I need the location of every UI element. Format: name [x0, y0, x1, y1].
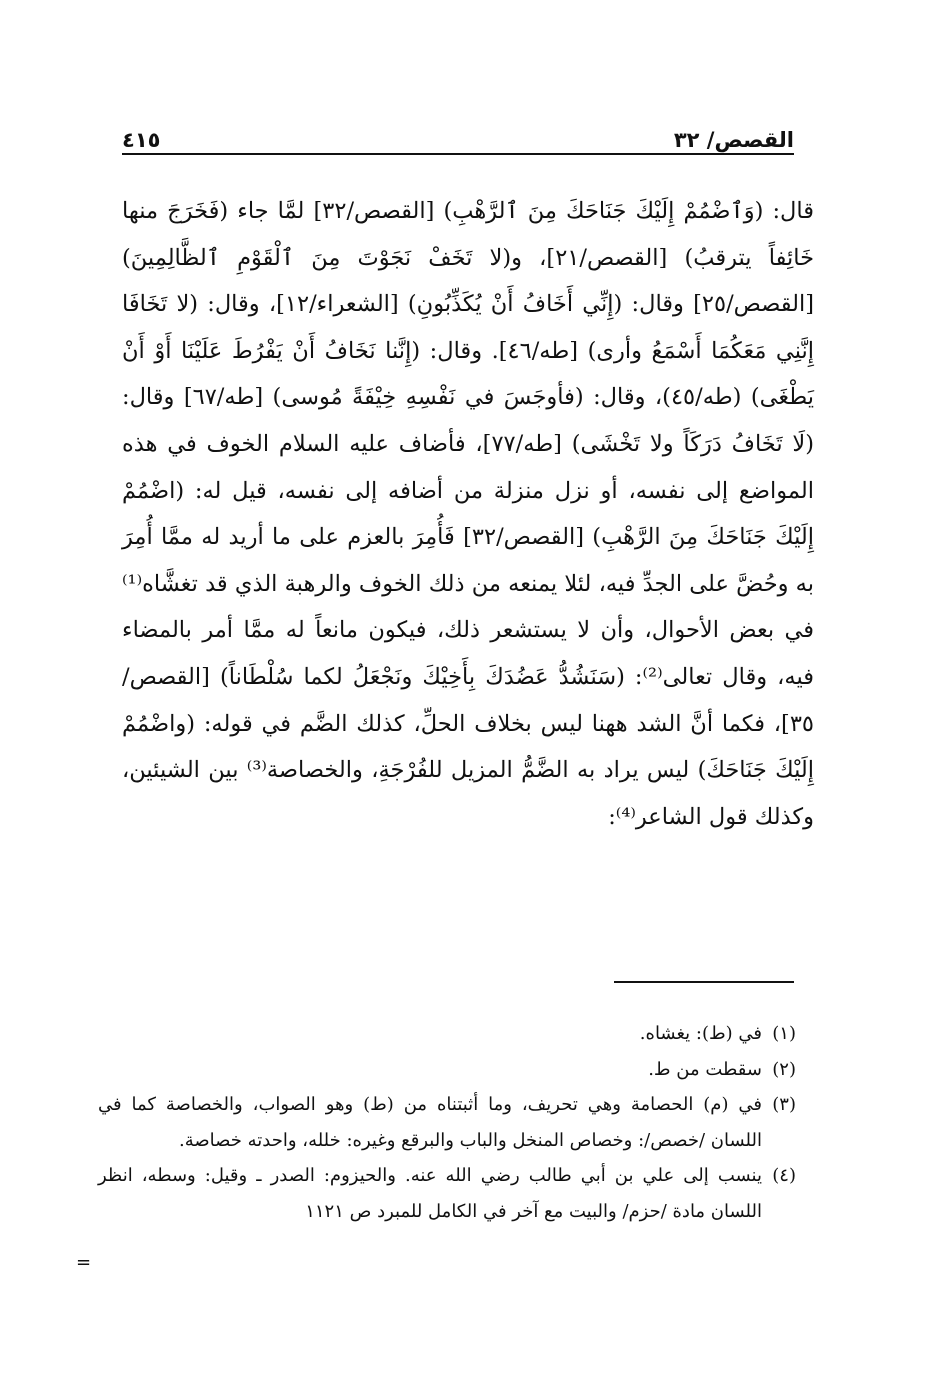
footnote-2: [98, 1052, 796, 1088]
footnote-number: (٢): [772, 1058, 796, 1080]
footnote-text: في (م) الحصامة وهي تحريف، وما أثبتناه من (ط) وهو الصواب، والخصاصة كما في اللسان /خصص/: وخصاص المنخل والباب والبرقع وغيره: خلله، واحدته خصاصة.: [98, 1094, 762, 1151]
footnote-text: سقطت من ط.: [648, 1058, 762, 1080]
continuation-mark: =: [76, 1252, 92, 1273]
footnote-text: في (ط): يغشاه.: [639, 1023, 762, 1044]
footnote-number: (١): [772, 1023, 796, 1044]
section-reference: القصص/ ٣٢: [673, 128, 794, 152]
page-number: ٤١٥: [122, 128, 161, 152]
main-text: [122, 188, 814, 840]
body-paragraph: قال: (وَٱضْمُمْ إِلَيْكَ جَنَاحَكَ مِنَ ٱلرَّهْبِ) [القصص/٣٢] لمَّا جاء (فَخَرَجَ منها خَائِفاً يترقبُ) [القصص/٢١]، و(لا تَخَفْ نَجَوْتَ مِنَ ٱلْقَوْمِ ٱلظَّالِمِينَ) [القصص/٢٥] وقال: (إِنِّي أَخَافُ أَنْ يُكَذِّبُونِ) [الشعراء/١٢]، وقال: (لا تَخَافَا إِنَّنِي مَعَكُمَا أَسْمَعُ وأرى) [طه/٤٦]. وقال: (إِنَّنا نَخَافُ أَنْ يَفْرُطَ عَلَيْنَا أَوْ أَنْ يَطْغَى) (طه/٤٥)، وقال: (فأوجَسَ في نَفْسِهِ خِيْفَةً مُوسى) [طه/٦٧] وقال: (لَا تَخَافُ دَرَكَاً ولا تَخْشَى) [طه/٧٧]، فأضاف عليه السلام الخوف في هذه المواضع إلى نفسه، أو نزل منزلة من أضافه إلى نفسه، قيل له: (اضْمُمْ إِلَيْكَ جَنَاحَكَ مِنَ الرَّهْبِ) [القصص/٣٢] فَأُمِرَ بالعزم على ما أريد له ممَّا أُمِرَ به وحُضَّ على الجدِّ فيه، لئلا يمنعه من ذلك الخوف والرهبة الذي قد تغشَّاه⁽¹⁾ في بعض الأحوال، وأن لا يستشعر ذلك، فيكون مانعاً له ممَّا أمر بالمضاء فيه، وقال تعالى⁽²⁾: (سَنَشُدُّ عَضُدَكَ بِأَخِيْكَ ونَجْعَلُ لكما سُلْطَاناً) [القصص/٣٥]، فكما أنَّ الشد ههنا ليس بخلاف الحلِّ، كذلك الضَّم في قوله: (واضْمُمْ إِلَيْكَ جَنَاحَكَ) ليس يراد به الضَّمُّ المزيل للفُرْجَةِ، والخصاصة⁽³⁾ بين الشيئين، وكذلك قول الشاعر⁽⁴⁾:: [122, 198, 815, 830]
running-head: [122, 112, 794, 152]
footnote-number: (٣): [772, 1094, 796, 1115]
footnote-number: (٤): [772, 1165, 796, 1186]
footnote-3: [98, 1087, 796, 1158]
footnote-text: ينسب إلى علي بن أبي طالب رضي الله عنه. والحيزوم: الصدر ـ وقيل: وسطه، انظر اللسان مادة /حزم/ والبيت مع آخر في الكامل للمبرد ص ١١٢١: [98, 1165, 762, 1222]
footnote-separator: [614, 981, 794, 983]
header-rule: [122, 153, 794, 155]
footnote-1: [98, 1016, 796, 1052]
footnotes: [98, 1016, 796, 1229]
footnote-4: [98, 1158, 796, 1229]
